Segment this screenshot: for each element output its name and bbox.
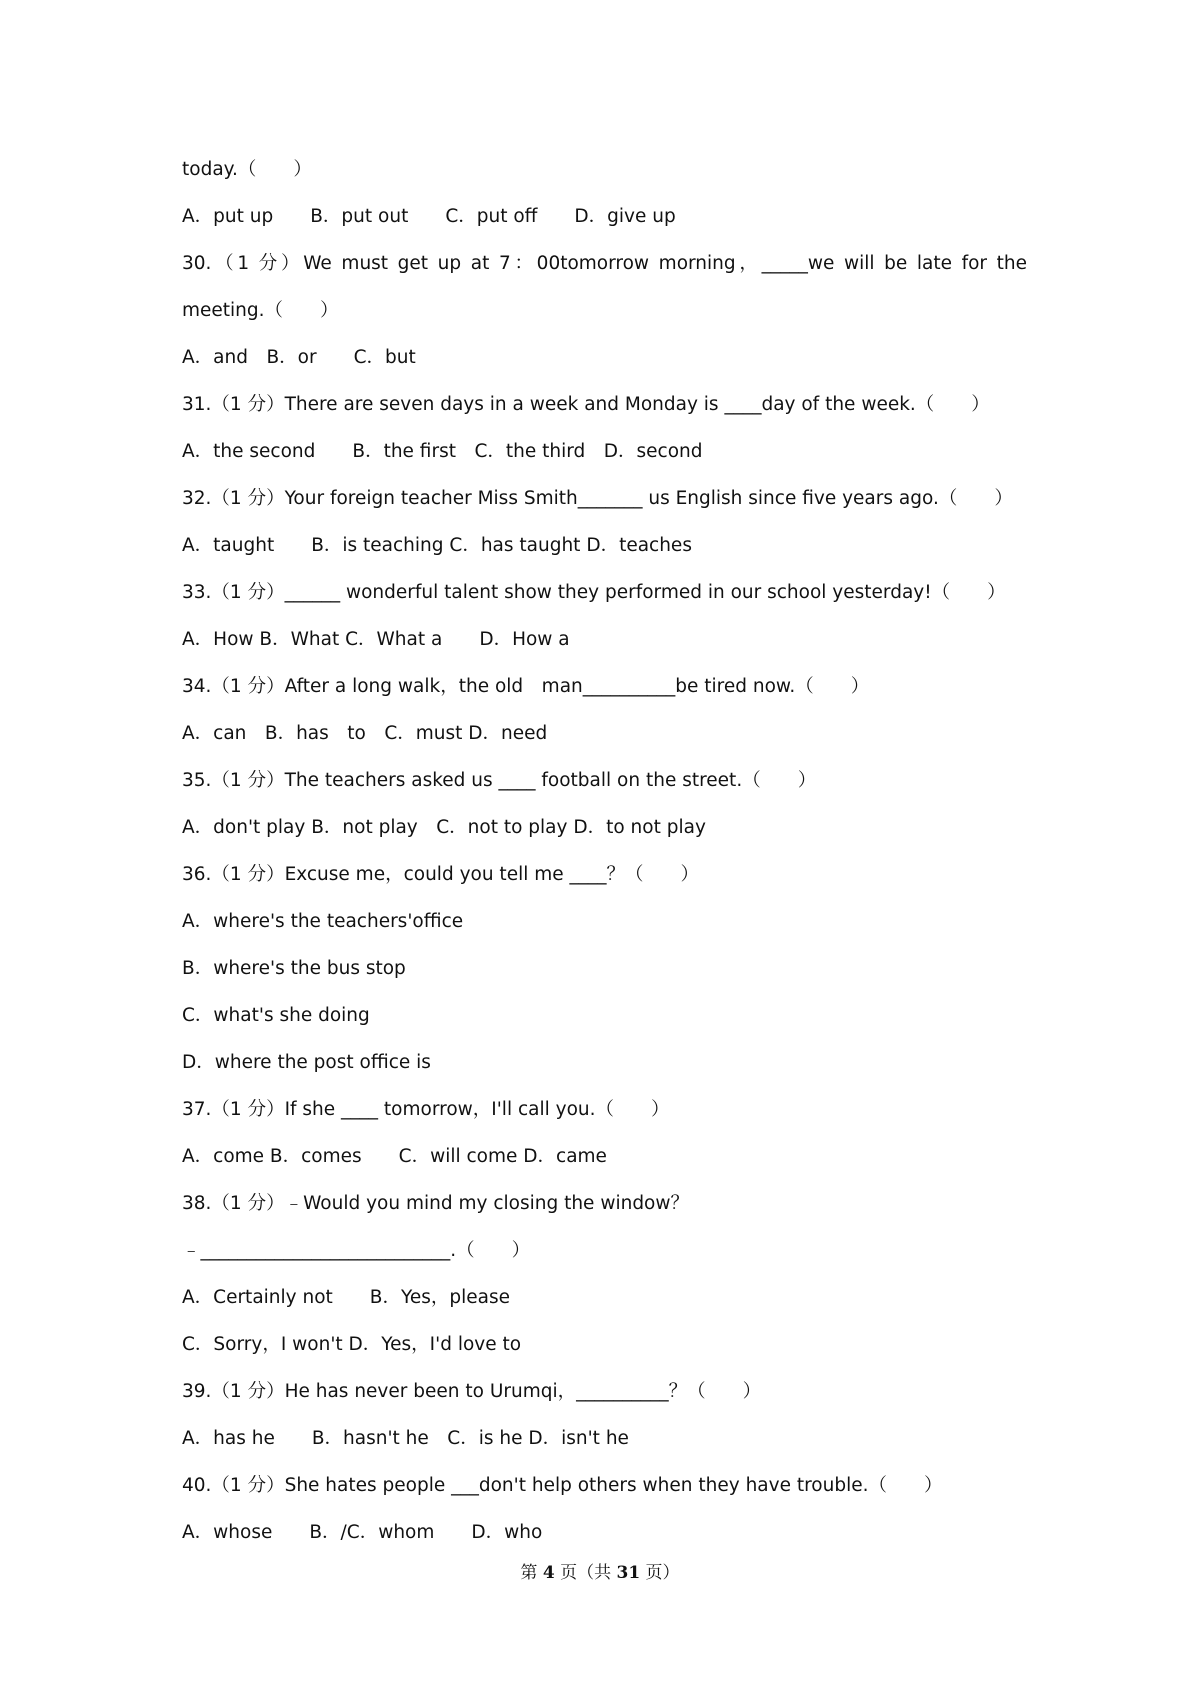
question-30-stem: 30.（1 分）We must get up at 7：00tomorrow morning，_____we will be late for the — [182, 253, 1027, 274]
question-37-stem: 37.（1 分）If she ____ tomorrow，I'll call you.（ ） — [182, 1099, 670, 1120]
question-32-options: A．taught B．is teaching C．has taught D．teaches — [182, 535, 692, 556]
question-39-stem: 39.（1 分）He has never been to Urumqi，__________？（ ） — [182, 1381, 762, 1402]
question-35-stem: 35.（1 分）The teachers asked us ____ football on the street.（ ） — [182, 770, 817, 791]
footer-page-number: 4 — [542, 1563, 555, 1583]
question-35-options: A．don't play B．not play C．not to play D．to not play — [182, 817, 706, 838]
question-36-option-b: B．where's the bus stop — [182, 958, 406, 979]
question-32-stem: 32.（1 分）Your foreign teacher Miss Smith_______ us English since five years ago.（ ） — [182, 488, 1013, 509]
question-31-options: A．the second B．the first C．the third D．second — [182, 441, 703, 462]
question-39-options: A．has he B．hasn't he C．is he D．isn't he — [182, 1428, 629, 1449]
question-34-options: A．can B．has to C．must D．need — [182, 723, 548, 744]
question-33-stem: 33.（1 分）______ wonderful talent show they performed in our school yesterday!（ ） — [182, 582, 1006, 603]
question-40-options: A．whose B．/C．whom D．who — [182, 1522, 543, 1543]
question-29-options: A．put up B．put out C．put off D．give up — [182, 206, 676, 227]
footer-total-pages: 31 — [616, 1563, 641, 1583]
footer-suffix: 页） — [640, 1563, 680, 1583]
question-36-stem: 36.（1 分）Excuse me，could you tell me ____？（ ） — [182, 864, 700, 885]
question-38-stem: 38.（1 分）﹣Would you mind my closing the window？ — [182, 1193, 690, 1214]
footer-middle: 页（共 — [554, 1563, 617, 1583]
question-30-continuation: meeting.（ ） — [182, 300, 339, 321]
question-38-answer-blank: ﹣___________________________.（ ） — [182, 1240, 531, 1261]
question-30-options: A．and B．or C．but — [182, 347, 416, 368]
question-29-continuation: today.（ ） — [182, 159, 312, 180]
question-40-stem: 40.（1 分）She hates people ___don't help others when they have trouble.（ ） — [182, 1475, 943, 1496]
page-footer — [0, 1562, 1200, 1584]
question-34-stem: 34.（1 分）After a long walk，the old man__________be tired now.（ ） — [182, 676, 870, 697]
question-36-option-c: C．what's she doing — [182, 1005, 370, 1026]
question-38-options-cd: C．Sorry，I won't D．Yes，I'd love to — [182, 1334, 522, 1355]
question-38-options-ab: A．Certainly not B．Yes，please — [182, 1287, 510, 1308]
question-36-option-d: D．where the post office is — [182, 1052, 431, 1073]
question-36-option-a: A．where's the teachers'office — [182, 911, 464, 932]
question-37-options: A．come B．comes C．will come D．came — [182, 1146, 607, 1167]
footer-prefix: 第 — [520, 1563, 543, 1583]
question-31-stem: 31.（1 分）There are seven days in a week and Monday is ____day of the week.（ ） — [182, 394, 990, 415]
question-33-options: A．How B．What C．What a D．How a — [182, 629, 570, 650]
